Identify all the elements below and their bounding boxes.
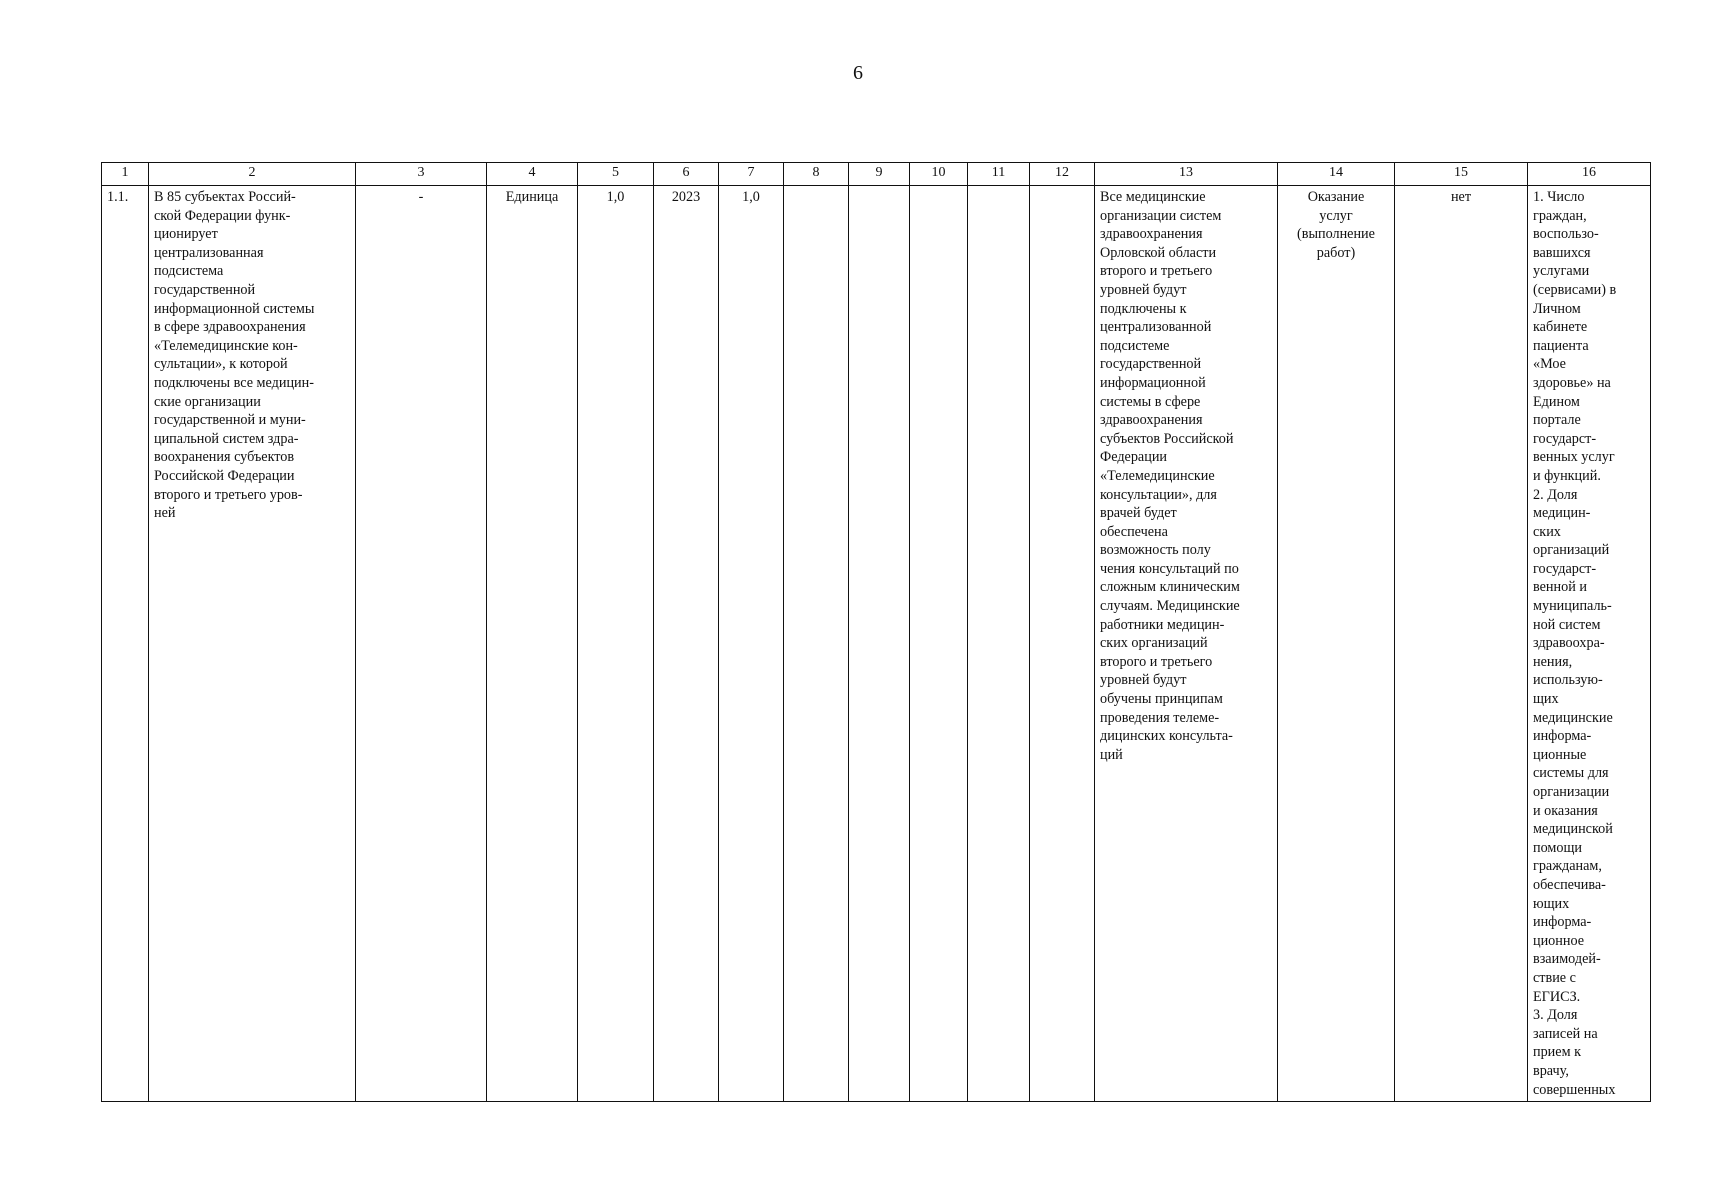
cell-year: 2023 [654, 186, 719, 1102]
column-header: 4 [487, 163, 578, 186]
program-table [101, 162, 1651, 1102]
cell-col7: 1,0 [719, 186, 784, 1102]
cell-col9 [849, 186, 910, 1102]
column-header: 16 [1528, 163, 1651, 186]
table-header-row [102, 163, 1651, 186]
cell-col15: нет [1395, 186, 1528, 1102]
column-header: 3 [356, 163, 487, 186]
column-header: 7 [719, 163, 784, 186]
column-header: 14 [1278, 163, 1395, 186]
cell-type: Оказание услуг (выполнение работ) [1278, 186, 1395, 1102]
cell-number: 1.1. [102, 186, 149, 1102]
page-number: 6 [853, 62, 863, 84]
column-header: 13 [1095, 163, 1278, 186]
table-row [102, 186, 1651, 1102]
cell-col10 [910, 186, 968, 1102]
cell-col3: - [356, 186, 487, 1102]
column-header: 9 [849, 163, 910, 186]
cell-result: Все медицинские организации систем здравоохранения Орловской области второго и третьего уровней будут подключены к централизованной подсистеме государственной информационной системы в сфере здравоохранения субъектов Российской Федерации «Телемедицинские консультации», для врачей будет обеспечена возможность полу чения консультаций по сложным клиническим случаям. Медицинские работники медицин- ских организаций второго и третьего уровней будут обучены принципам проведения телеме- дицинских консульта- ций [1095, 186, 1278, 1102]
cell-col8 [784, 186, 849, 1102]
column-header: 5 [578, 163, 654, 186]
column-header: 2 [149, 163, 356, 186]
column-header: 8 [784, 163, 849, 186]
cell-col11 [968, 186, 1030, 1102]
column-header: 12 [1030, 163, 1095, 186]
cell-col12 [1030, 186, 1095, 1102]
column-header: 15 [1395, 163, 1528, 186]
cell-indicators: 1. Число граждан, воспользо- вавшихся услугами (сервисами) в Личном кабинете пациента «Мое здоровье» на Едином портале государст- венных услуг и функций. 2. Доля медицин- ских организаций государст- венной и муниципаль- ной систем здравоохра- нения, использую- щих медицинские информа- ционные системы для организации и оказания медицинской помощи гражданам, обеспечива- ющих информа- ционное взаимодей- ствие с ЕГИСЗ. 3. Доля записей на прием к врачу, совершенных [1528, 186, 1651, 1102]
cell-unit: Единица [487, 186, 578, 1102]
column-header: 10 [910, 163, 968, 186]
cell-description: В 85 субъектах Россий- ской Федерации функ- ционирует централизованная подсистема государственной информационной системы в сфере здравоохранения «Телемедицинские кон- сультации», к которой подключены все медицин- ские организации государственной и муни- ципальной систем здра- воохранения субъектов Российской Федерации второго и третьего уров- ней [149, 186, 356, 1102]
column-header: 6 [654, 163, 719, 186]
column-header: 1 [102, 163, 149, 186]
column-header: 11 [968, 163, 1030, 186]
cell-col5: 1,0 [578, 186, 654, 1102]
